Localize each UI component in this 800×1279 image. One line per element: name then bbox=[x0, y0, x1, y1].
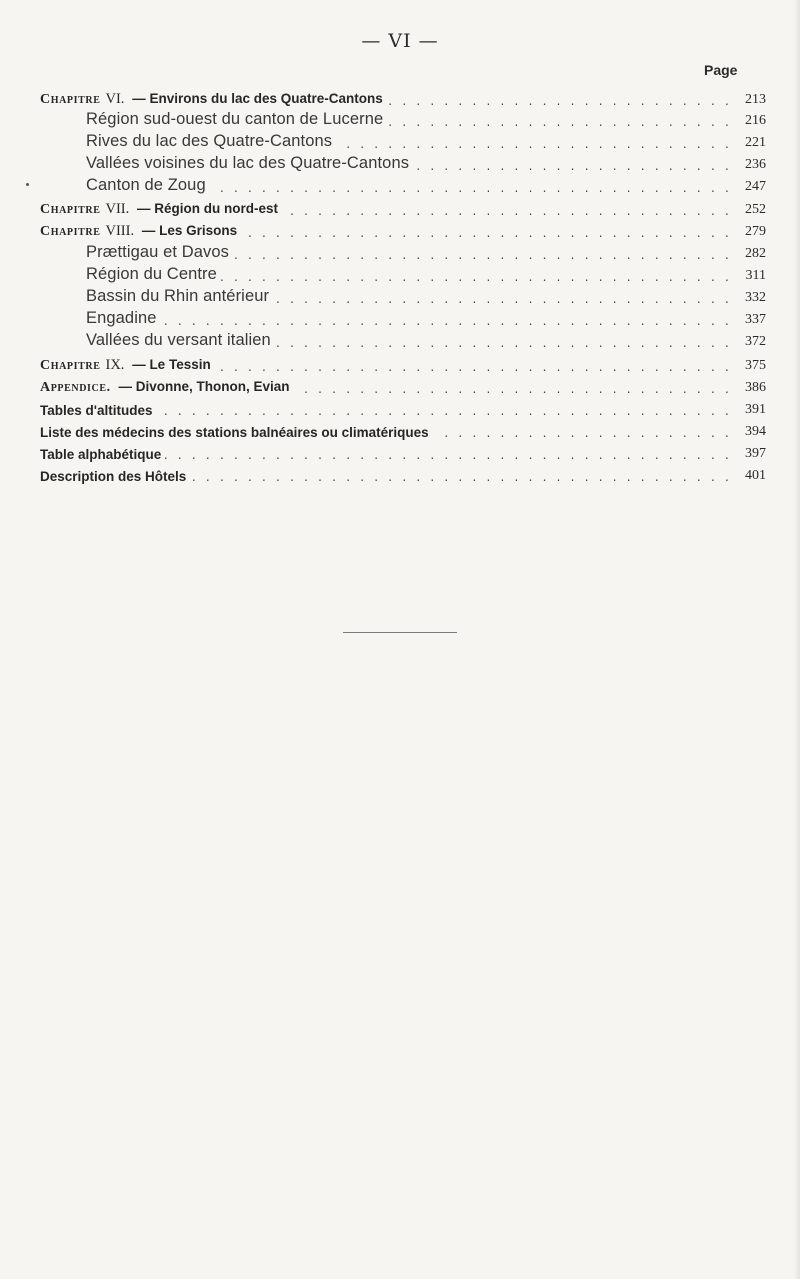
toc-entry[interactable] bbox=[40, 418, 766, 440]
toc-page-number: 247 bbox=[745, 179, 766, 194]
dot-leader bbox=[165, 448, 732, 462]
toc-entry-label: Vallées voisines du lac des Quatre-Cantons bbox=[86, 154, 410, 172]
toc-page-number: 216 bbox=[745, 113, 766, 128]
dot-leader bbox=[275, 336, 732, 350]
toc-entry[interactable] bbox=[40, 284, 766, 306]
toc-page-number: 332 bbox=[745, 290, 766, 305]
dot-leader bbox=[336, 137, 732, 151]
toc-page-number: 279 bbox=[745, 224, 766, 239]
toc-entry-chapitre-vi[interactable] bbox=[40, 86, 766, 108]
toc-entry[interactable] bbox=[40, 328, 766, 350]
toc-page-number: 213 bbox=[745, 92, 766, 107]
margin-mark bbox=[26, 183, 29, 186]
toc-entry-label: Prættigau et Davos bbox=[86, 243, 230, 261]
toc-page-number: 391 bbox=[745, 402, 766, 417]
toc-entry-appendice[interactable] bbox=[40, 374, 766, 396]
page-number: — VI — bbox=[361, 30, 439, 52]
dot-leader bbox=[241, 226, 732, 240]
toc-page-number: 401 bbox=[745, 468, 766, 483]
toc-entry[interactable] bbox=[40, 173, 766, 195]
toc-entry[interactable] bbox=[40, 129, 766, 151]
toc-entry-label: Canton de Zoug bbox=[86, 176, 206, 194]
dot-leader bbox=[156, 404, 732, 418]
dot-leader bbox=[215, 360, 732, 374]
dot-leader bbox=[161, 314, 732, 328]
dot-leader bbox=[190, 470, 732, 484]
toc-entry-label: Description des Hôtels bbox=[40, 469, 187, 484]
toc-entry-label: Région sud-ouest du canton de Lucerne bbox=[86, 110, 384, 128]
toc-entry[interactable] bbox=[40, 440, 766, 462]
toc-page-number: 375 bbox=[745, 358, 766, 373]
toc-entry-label: Chapitre IX. — Le Tessin bbox=[40, 357, 211, 373]
toc-entry[interactable] bbox=[40, 262, 766, 284]
dot-leader bbox=[282, 204, 732, 218]
toc-entry[interactable] bbox=[40, 240, 766, 262]
toc-page-number: 221 bbox=[745, 135, 766, 150]
dot-leader bbox=[273, 292, 732, 306]
toc-entry-label: Table alphabétique bbox=[40, 447, 162, 462]
toc-entry-label: Engadine bbox=[86, 309, 157, 327]
toc-entry-chapitre-vii[interactable] bbox=[40, 196, 766, 218]
toc-entry-label: Rives du lac des Quatre-Cantons bbox=[86, 132, 333, 150]
dot-leader bbox=[387, 94, 732, 108]
toc-entry-chapitre-ix[interactable] bbox=[40, 352, 766, 374]
toc-entry-label: Bassin du Rhin antérieur bbox=[86, 287, 270, 305]
toc-entry[interactable] bbox=[40, 306, 766, 328]
toc-entry-label: Chapitre VIII. — Les Grisons bbox=[40, 223, 238, 239]
toc-entry[interactable] bbox=[40, 462, 766, 484]
toc-page-number: 282 bbox=[745, 246, 766, 261]
toc-page-number: 386 bbox=[745, 380, 766, 395]
toc-entry-label: Liste des médecins des stations balnéaires ou climatériques bbox=[40, 425, 429, 440]
dot-leader bbox=[387, 115, 732, 129]
dot-leader bbox=[413, 159, 732, 173]
toc-entry-label: Vallées du versant italien bbox=[86, 331, 271, 349]
toc-page-number: 311 bbox=[745, 268, 766, 283]
dot-leader bbox=[433, 426, 732, 440]
toc-entry-label: Appendice. — Divonne, Thonon, Evian bbox=[40, 379, 290, 395]
toc-page-number: 236 bbox=[745, 157, 766, 172]
toc-page-number: 337 bbox=[745, 312, 766, 327]
dot-leader bbox=[210, 181, 732, 195]
dot-leader bbox=[294, 382, 732, 396]
toc-entry-label: Région du Centre bbox=[86, 265, 217, 283]
toc-entry-label: Chapitre VII. — Région du nord-est bbox=[40, 201, 279, 217]
toc-entry[interactable] bbox=[40, 396, 766, 418]
toc-entry[interactable] bbox=[40, 107, 766, 129]
toc-page-number: 252 bbox=[745, 202, 766, 217]
toc-entry[interactable] bbox=[40, 151, 766, 173]
section-divider bbox=[343, 632, 457, 633]
toc-entry-label: Chapitre VI. — Environs du lac des Quatre-Cantons bbox=[40, 91, 383, 107]
toc-page-number: 394 bbox=[745, 424, 766, 439]
dot-leader bbox=[233, 248, 732, 262]
toc-page-number: 397 bbox=[745, 446, 766, 461]
toc-page-number: 372 bbox=[745, 334, 766, 349]
toc-entry-label: Tables d'altitudes bbox=[40, 403, 153, 418]
dot-leader bbox=[221, 270, 732, 284]
page-column-header: Page bbox=[704, 62, 738, 78]
page-edge bbox=[794, 0, 800, 1279]
toc-entry-chapitre-viii[interactable] bbox=[40, 218, 766, 240]
